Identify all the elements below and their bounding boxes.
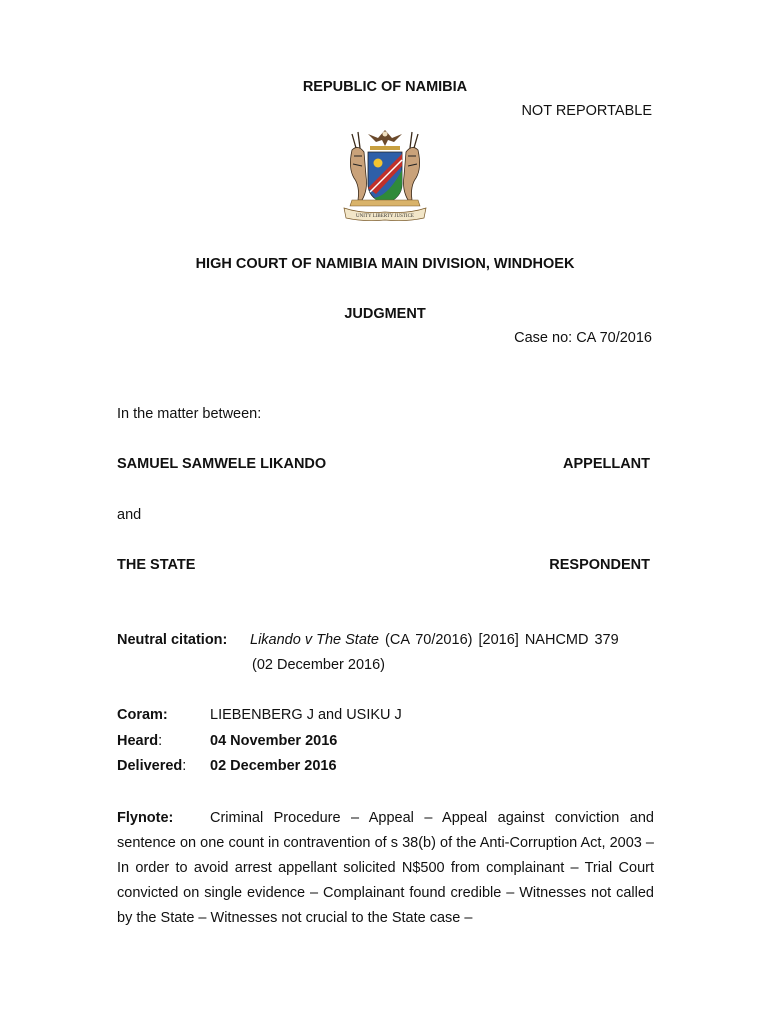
reportable-status: NOT REPORTABLE	[521, 103, 652, 119]
appellant-role: APPELLANT	[563, 456, 650, 472]
namibia-coat-of-arms-icon	[338, 126, 432, 222]
delivered-label-line: Delivered:	[117, 758, 187, 774]
appellant-name: SAMUEL SAMWELE LIKANDO	[117, 456, 327, 472]
heard-label: Heard	[117, 733, 159, 749]
court-heading: HIGH COURT OF NAMIBIA MAIN DIVISION, WINDHOEK	[195, 256, 575, 272]
coram-label: Coram:	[117, 707, 168, 723]
citation-line	[250, 631, 654, 649]
document-type-heading: JUDGMENT	[344, 306, 426, 322]
heard-value: 04 November 2016	[210, 733, 338, 749]
parties-intro: In the matter between:	[117, 406, 262, 422]
parties-conjunction: and	[117, 507, 142, 523]
flynote-label: Flynote:	[117, 810, 174, 826]
citation-label: Neutral citation:	[117, 632, 228, 648]
country-heading: REPUBLIC OF NAMIBIA	[302, 79, 468, 95]
coram-value: LIEBENBERG J and USIKU J	[210, 707, 402, 723]
flynote-text: Criminal Procedure – Appeal – Appeal against conviction and sentence on one count in contravention of s 38(b) of the Anti-Corruption Act, 2003 – In order to avoid arrest appellant solicited N$500 from complainant – Trial Court convicted on single evidence – Complainant found credible – Witnesses not called by the State – Witnesses not crucial to the State case –	[117, 810, 654, 926]
flynote-paragraph	[117, 806, 654, 931]
respondent-role: RESPONDENT	[549, 557, 650, 573]
delivered-value: 02 December 2016	[210, 758, 337, 774]
respondent-name: THE STATE	[117, 557, 196, 573]
heard-label-line: Heard:	[117, 733, 163, 749]
citation-date: (02 December 2016)	[252, 657, 385, 673]
citation-ref: (CA 70/2016) [2016] NAHCMD 379	[378, 632, 619, 648]
case-number: Case no: CA 70/2016	[514, 330, 652, 346]
delivered-label: Delivered	[117, 758, 183, 774]
coat-motto: UNITY LIBERTY JUSTICE	[356, 214, 414, 219]
citation-case-title: Likando v The State	[250, 632, 379, 648]
